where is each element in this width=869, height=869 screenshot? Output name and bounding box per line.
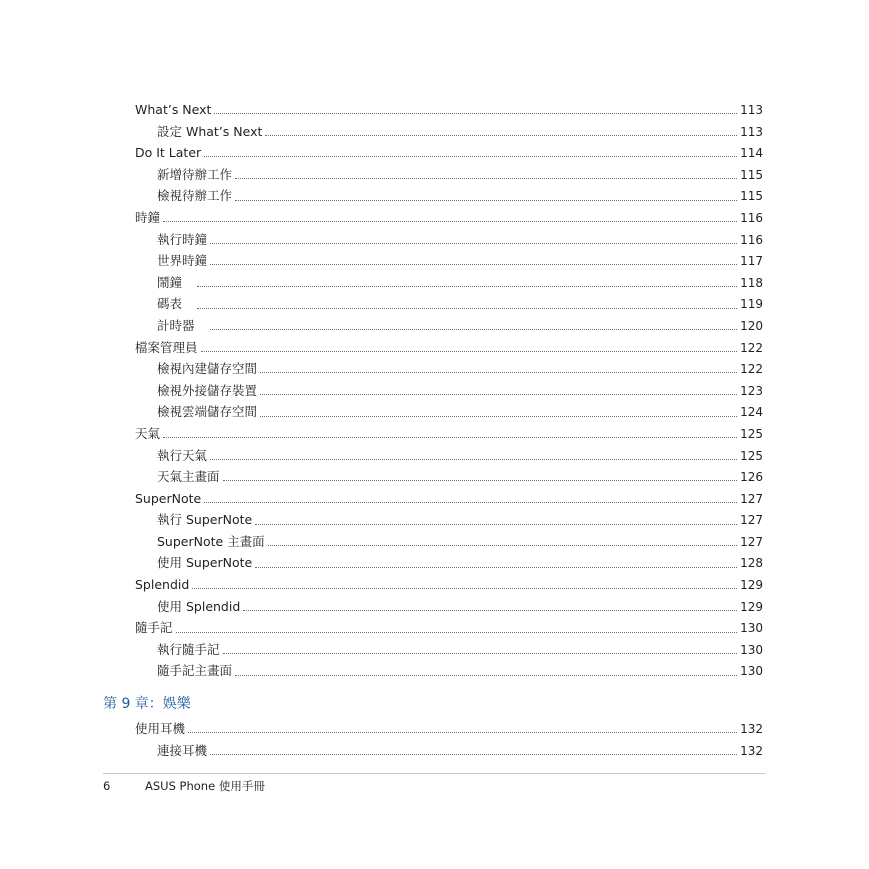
toc-entry-label: 檢視外接儲存裝置 bbox=[157, 382, 258, 398]
toc-entry bbox=[135, 99, 763, 121]
chapter-heading: 第 9 章：娛樂 bbox=[103, 696, 191, 712]
toc-entry-page-number: 125 bbox=[740, 448, 763, 463]
toc-entry bbox=[135, 272, 763, 294]
toc-dot-leader bbox=[260, 394, 737, 395]
toc-entry-page-number: 129 bbox=[740, 578, 763, 593]
toc-entry-label: Splendid bbox=[135, 577, 190, 593]
toc-entry-label: 使用耳機 bbox=[135, 721, 186, 736]
toc-dot-leader bbox=[210, 243, 737, 244]
toc-entry-page-number: 127 bbox=[740, 491, 763, 506]
toc-entry-label: 檔案管理員 bbox=[135, 339, 198, 355]
toc-dot-leader bbox=[192, 588, 737, 589]
toc-entry bbox=[135, 596, 763, 618]
toc-dot-leader bbox=[163, 437, 737, 438]
toc-entry-label: 執行 SuperNote bbox=[157, 512, 253, 528]
footer-page-number: 6 bbox=[103, 779, 111, 793]
toc-entry-page-number: 114 bbox=[740, 146, 763, 161]
toc-entry-page-number: 116 bbox=[740, 210, 763, 225]
toc-entry bbox=[135, 358, 763, 380]
toc-entry bbox=[135, 229, 763, 251]
toc-entry-label: 天氣 bbox=[135, 425, 161, 441]
toc-entry bbox=[135, 401, 763, 423]
toc-entry-label: 執行天氣 bbox=[157, 447, 208, 463]
toc-entry-label: 隨手記主畫面 bbox=[157, 663, 233, 679]
toc-entry-label: 使用 Splendid bbox=[157, 598, 241, 614]
toc-dot-leader bbox=[268, 545, 737, 546]
toc-entry bbox=[135, 488, 763, 510]
toc-dot-leader bbox=[214, 113, 737, 114]
toc-dot-leader bbox=[210, 459, 737, 460]
toc-entry-label: 鬧鐘 bbox=[157, 274, 183, 290]
toc-entry bbox=[135, 740, 763, 762]
toc-entry-page-number: 129 bbox=[740, 599, 763, 614]
toc-entry bbox=[135, 509, 763, 531]
toc-dot-leader bbox=[210, 329, 738, 330]
toc-entry-page-number: 113 bbox=[740, 103, 763, 117]
toc-entry-label: 世界時鐘 bbox=[157, 253, 208, 269]
toc-entry-page-number: 125 bbox=[740, 426, 763, 441]
toc-entry-label: 設定 What’s Next bbox=[157, 123, 263, 139]
toc-entry-label: 執行時鐘 bbox=[157, 231, 208, 247]
toc-dot-leader bbox=[210, 264, 737, 265]
toc-entry bbox=[135, 380, 763, 402]
toc-entry-label: 檢視雲端儲存空間 bbox=[157, 404, 258, 420]
toc-entry-label: 計時器 bbox=[157, 317, 195, 333]
toc-dot-leader bbox=[260, 372, 737, 373]
toc-entry bbox=[135, 250, 763, 272]
toc-entry-label: 碼表 bbox=[157, 296, 183, 312]
toc-entry-label: 隨手記 bbox=[135, 620, 173, 636]
toc-entry-page-number: 130 bbox=[740, 664, 763, 679]
toc-entry-page-number: 118 bbox=[740, 275, 763, 290]
toc-dot-leader bbox=[255, 524, 737, 525]
toc-dot-leader bbox=[235, 178, 737, 179]
table-of-contents-chapter-9 bbox=[135, 718, 763, 761]
toc-dot-leader bbox=[255, 567, 737, 568]
toc-entry bbox=[135, 660, 763, 682]
toc-entry bbox=[135, 121, 763, 143]
toc-entry-page-number: 122 bbox=[740, 340, 763, 355]
toc-entry-page-number: 128 bbox=[740, 556, 763, 571]
toc-dot-leader bbox=[204, 502, 737, 503]
toc-dot-leader bbox=[197, 286, 737, 287]
toc-entry-page-number: 126 bbox=[740, 470, 763, 485]
toc-entry-label: SuperNote 主畫面 bbox=[157, 533, 265, 549]
toc-dot-leader bbox=[210, 754, 737, 755]
toc-entry-page-number: 115 bbox=[740, 167, 763, 182]
toc-entry-page-number: 122 bbox=[740, 362, 763, 377]
toc-entry-page-number: 127 bbox=[740, 534, 763, 549]
toc-entry-label: What’s Next bbox=[135, 102, 212, 117]
toc-entry bbox=[135, 337, 763, 359]
toc-entry bbox=[135, 574, 763, 596]
toc-entry-label: 時鐘 bbox=[135, 209, 161, 225]
toc-dot-leader bbox=[188, 732, 737, 733]
toc-dot-leader bbox=[223, 480, 738, 481]
toc-entry bbox=[135, 445, 763, 467]
toc-dot-leader bbox=[201, 351, 738, 352]
toc-entry bbox=[135, 185, 763, 207]
toc-entry-page-number: 123 bbox=[740, 383, 763, 398]
toc-entry-page-number: 132 bbox=[740, 743, 763, 758]
toc-dot-leader bbox=[260, 416, 737, 417]
toc-entry bbox=[135, 164, 763, 186]
toc-entry-page-number: 113 bbox=[740, 124, 763, 139]
toc-dot-leader bbox=[176, 632, 738, 633]
toc-entry bbox=[135, 552, 763, 574]
toc-dot-leader bbox=[223, 653, 738, 654]
toc-entry bbox=[135, 207, 763, 229]
toc-dot-leader bbox=[204, 156, 737, 157]
toc-entry-page-number: 130 bbox=[740, 621, 763, 636]
toc-entry-page-number: 115 bbox=[740, 189, 763, 204]
toc-entry-page-number: 127 bbox=[740, 513, 763, 528]
toc-entry-page-number: 117 bbox=[740, 254, 763, 269]
toc-entry-label: 使用 SuperNote bbox=[157, 555, 253, 571]
toc-entry-page-number: 120 bbox=[740, 318, 763, 333]
toc-entry-page-number: 124 bbox=[740, 405, 763, 420]
toc-entry-label: 新增待辦工作 bbox=[157, 166, 233, 182]
toc-entry-label: 天氣主畫面 bbox=[157, 469, 220, 485]
toc-entry bbox=[135, 639, 763, 661]
toc-entry-label: Do It Later bbox=[135, 145, 202, 161]
toc-entry-label: 檢視內建儲存空間 bbox=[157, 361, 258, 377]
toc-entry-page-number: 116 bbox=[740, 232, 763, 247]
toc-entry bbox=[135, 617, 763, 639]
toc-entry-label: 執行隨手記 bbox=[157, 641, 220, 657]
toc-dot-leader bbox=[197, 308, 737, 309]
toc-entry-page-number: 130 bbox=[740, 642, 763, 657]
toc-entry bbox=[135, 293, 763, 315]
toc-dot-leader bbox=[235, 675, 737, 676]
toc-entry bbox=[135, 315, 763, 337]
toc-entry bbox=[135, 423, 763, 445]
toc-entry bbox=[135, 142, 763, 164]
footer-manual-title: ASUS Phone 使用手冊 bbox=[145, 779, 265, 793]
toc-entry-label: 連接耳機 bbox=[157, 742, 208, 758]
table-of-contents bbox=[135, 99, 763, 682]
toc-dot-leader bbox=[265, 135, 737, 136]
toc-entry bbox=[135, 531, 763, 553]
toc-entry-page-number: 132 bbox=[740, 722, 763, 736]
toc-dot-leader bbox=[163, 221, 737, 222]
toc-entry bbox=[135, 718, 763, 740]
toc-dot-leader bbox=[235, 200, 737, 201]
toc-dot-leader bbox=[243, 610, 737, 611]
footer-divider bbox=[103, 773, 765, 774]
toc-entry-label: SuperNote bbox=[135, 490, 202, 506]
toc-entry-page-number: 119 bbox=[740, 297, 763, 312]
toc-entry bbox=[135, 466, 763, 488]
toc-entry-label: 檢視待辦工作 bbox=[157, 188, 233, 204]
